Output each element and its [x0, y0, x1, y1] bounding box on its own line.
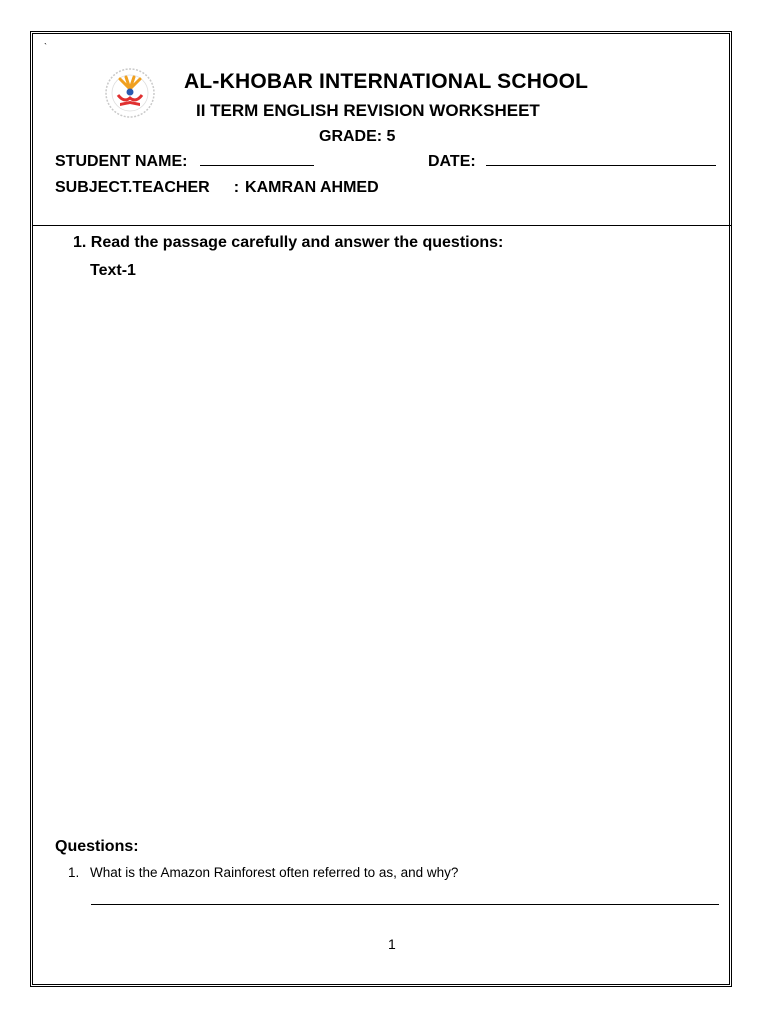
- subject-teacher-separator: :: [233, 179, 240, 196]
- question-number: 1.: [68, 865, 80, 880]
- subject-teacher-row: [55, 179, 379, 197]
- stray-mark: `: [44, 42, 47, 52]
- page-number: 1: [388, 936, 396, 952]
- school-crest-icon: [104, 67, 156, 119]
- date-label: DATE:: [428, 153, 476, 170]
- header-divider: [33, 225, 732, 226]
- section-instruction: 1. Read the passage carefully and answer the questions:: [73, 234, 504, 251]
- question-item: [68, 865, 458, 880]
- student-name-label: STUDENT NAME:: [55, 153, 188, 170]
- student-name-blank[interactable]: [200, 151, 314, 166]
- date-blank[interactable]: [486, 151, 716, 166]
- subject-teacher-label: SUBJECT.TEACHER: [55, 179, 210, 196]
- date-row: [428, 151, 716, 171]
- questions-heading: Questions:: [55, 838, 139, 855]
- worksheet-title: II TERM ENGLISH REVISION WORKSHEET: [196, 101, 540, 120]
- answer-line[interactable]: [91, 904, 719, 905]
- student-name-row: [55, 151, 314, 171]
- text-label: Text-1: [90, 262, 136, 279]
- question-text: What is the Amazon Rainforest often referred to as, and why?: [90, 865, 459, 880]
- subject-teacher-name: KAMRAN AHMED: [245, 179, 379, 196]
- school-name: AL-KHOBAR INTERNATIONAL SCHOOL: [184, 70, 589, 93]
- grade: GRADE: 5: [319, 128, 396, 145]
